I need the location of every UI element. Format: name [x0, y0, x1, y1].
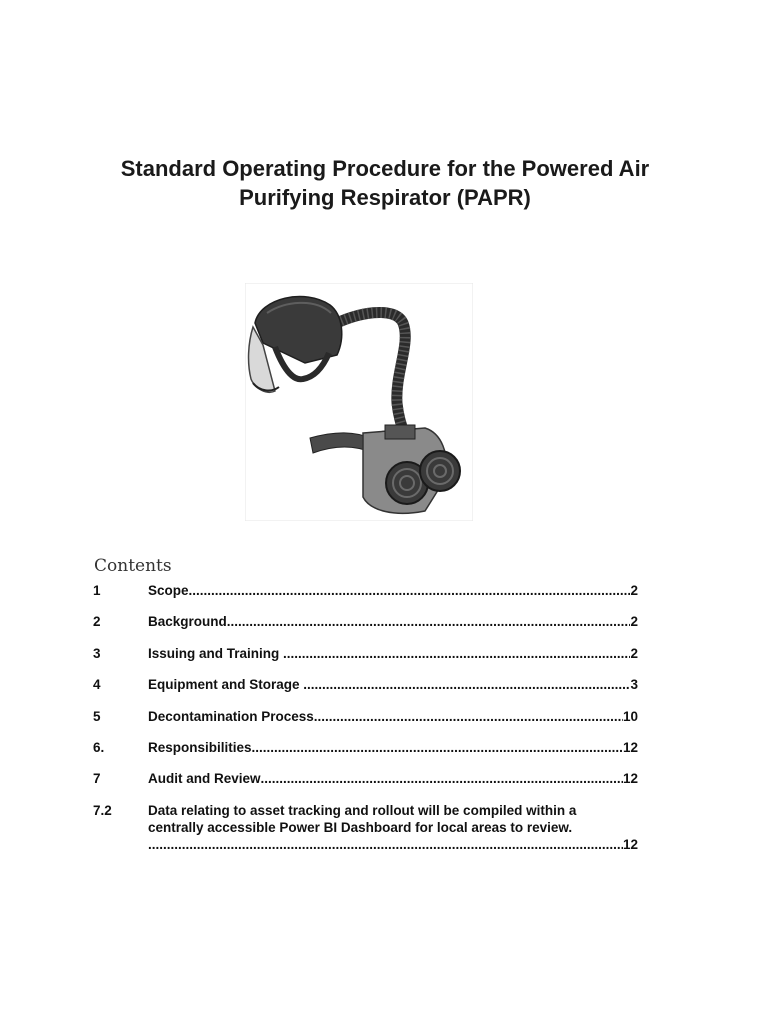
- toc-leader-dots: [303, 676, 630, 693]
- toc-number: 3: [93, 645, 101, 661]
- toc-entry-responsibilities[interactable]: [93, 737, 638, 768]
- toc-leader-dots: [227, 613, 631, 630]
- toc-page-number: 2: [630, 645, 638, 661]
- toc-entry-issuing-training[interactable]: [93, 643, 638, 674]
- table-of-contents: [93, 580, 638, 853]
- toc-label-line-2: centrally accessible Power BI Dashboard for local areas to review.: [148, 819, 573, 835]
- toc-page-number: 2: [630, 583, 638, 598]
- toc-page-number: 12: [622, 739, 638, 755]
- toc-entry-background[interactable]: [93, 611, 638, 642]
- toc-leader-dots: [148, 836, 623, 853]
- toc-number: 1: [93, 583, 101, 598]
- toc-page-number: 3: [630, 677, 638, 693]
- toc-entry-data-tracking[interactable]: [93, 800, 638, 853]
- toc-label: Scope: [148, 583, 189, 598]
- toc-label-line-1: Data relating to asset tracking and rollout will be compiled within a: [148, 802, 577, 818]
- toc-entry-scope[interactable]: [93, 580, 638, 611]
- toc-number: 4: [93, 677, 101, 693]
- toc-number: 2: [93, 614, 101, 630]
- toc-leader-dots: [314, 708, 623, 725]
- toc-number: 7: [93, 771, 101, 787]
- title-line-1: Standard Operating Procedure for the Powered Air: [120, 156, 650, 181]
- toc-label: Audit and Review: [148, 771, 261, 787]
- toc-label: Decontamination Process: [148, 708, 314, 724]
- toc-page-number: 12: [622, 836, 638, 852]
- toc-entry-decontamination[interactable]: [93, 706, 638, 737]
- toc-label: Equipment and Storage: [148, 677, 304, 693]
- contents-heading: Contents: [94, 556, 172, 576]
- toc-number: 7.2: [93, 802, 112, 818]
- toc-page-number: 12: [622, 771, 638, 787]
- toc-page-number: 10: [622, 708, 638, 724]
- document-title: [60, 154, 710, 212]
- toc-entry-audit-review[interactable]: [93, 768, 638, 799]
- toc-leader-dots: [283, 645, 630, 662]
- toc-number: 6.: [93, 739, 105, 755]
- toc-entry-equipment-storage[interactable]: [93, 674, 638, 705]
- toc-label: Issuing and Training: [148, 645, 284, 661]
- toc-page-number: 2: [630, 614, 638, 630]
- toc-leader-dots: [189, 582, 631, 599]
- toc-label: Responsibilities: [148, 739, 252, 755]
- papr-respirator-drawing: [245, 283, 473, 521]
- toc-leader-dots: [261, 770, 623, 787]
- toc-leader-dots: [252, 739, 623, 756]
- toc-number: 5: [93, 708, 101, 724]
- toc-label: Background: [148, 614, 227, 630]
- papr-respirator-image: [245, 283, 473, 521]
- title-line-2: Purifying Respirator (PAPR): [239, 185, 531, 210]
